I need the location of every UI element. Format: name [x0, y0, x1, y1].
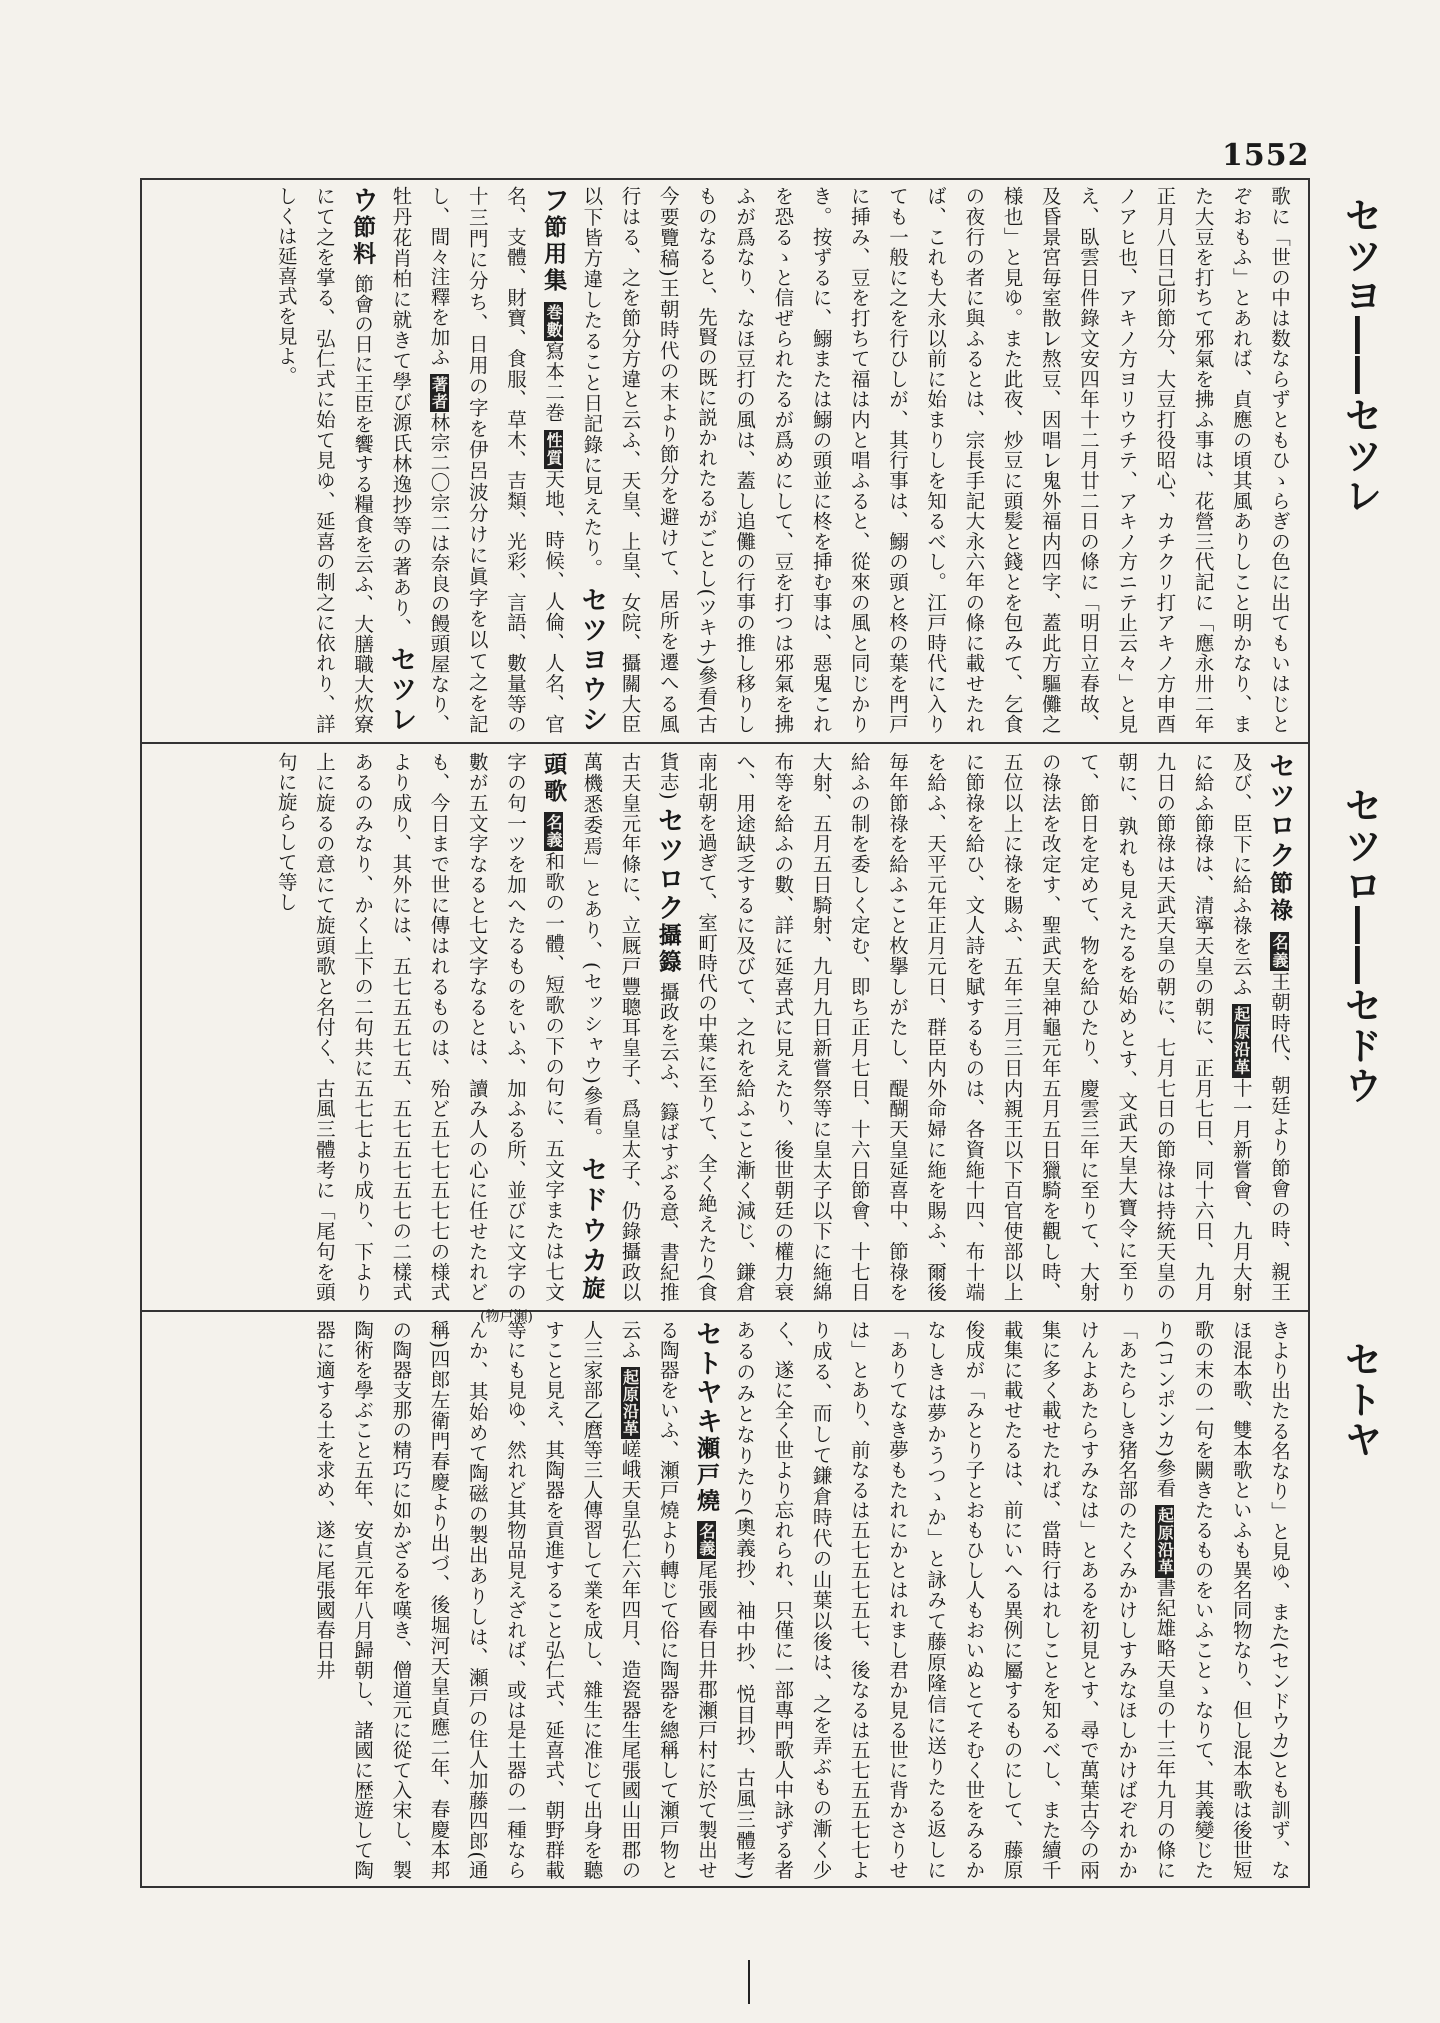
band-3-intro: きより出たる名なり」と見ゆ、また(センドウカ)とも訓ず、なほ混本歌、雙本歌といふも異名同物なり、但し混本歌は後世短歌の末の一句を闕きたるものをいふことゝなりて、其義變じたり(コンポンカ)參看 [1153, 1320, 1291, 1880]
label-badge: 巻數 [544, 303, 564, 339]
label-badge: 名義 [696, 1523, 716, 1558]
entry-text: 十一月新嘗會、九月大射に給ふ節祿は、清寧天皇の朝に、正月七日、同十六日、九月九日の節祿は天武天皇の朝に、七月七日の節祿は持統天皇の朝に、孰れも見えたるを始めとす、文武天皇大寶令に至りて、節日を定めて、物を給ひたり、慶雲三年に至りて、大射の祿法を改定す、聖武天皇神龜元年五月五日獵騎を觀し時、五位以上に祿を賜ふ、五年三月三日内親王以下百官使部以上に節祿を給ひ、文人詩を賦するものは、各資絁十四、布十端を給ふ、天平元年正月元日、群臣内外命婦に絁を賜ふ、爾後毎年節祿を給ふこと枚擧しがたし、醍醐天皇延喜中、節祿を給ふの制を委しく定む、即ち正月七日、十六日節會、十七日大射、五月五日騎射、九月九日新嘗祭等に皇太子以下に絁綿布等を給ふの數、詳に延喜式に見えたり、後世朝廷の權力衰へ、用途缺乏するに及びて、之れを給ふこと漸く減じ、鎌倉南北朝を過ぎて、室町時代の中葉に至りて、全く絶えたり(食貨志) [656, 752, 1253, 1302]
label-badge: 名義 [1270, 933, 1289, 970]
entry-text: 和歌の一體、短歌の下の句に、五文字または七文字の句一ツを加へたるものをいふ、加ふる所、並びに文字の數が五文字なると七文字なるとは、讀み人の心に任せたれども、今日まで世に傳はれるものは、殆ど五七七五七七の様式より成り、其外には、五七五五七五、五七五七五七の二樣式あるのみなり、かく上下の二句共に五七七より成り、下より上に旋るの意にて旋頭歌と名付く、古風三體考に「尾句を頭句に旋らして等し [274, 752, 566, 1302]
entry-text: 寫本二巻 [542, 340, 566, 423]
band-2 [150, 752, 1298, 1302]
label-badge: 起原沿革 [620, 1368, 640, 1438]
band-1-text [150, 186, 1298, 734]
label-badge: 起原沿革 [1231, 1006, 1251, 1076]
band-divider-1 [140, 742, 1308, 744]
label-badge: 性質 [544, 431, 564, 467]
entry-subject-setsuyoushuu: 節用集 [540, 215, 568, 295]
label-badge: 起原沿革 [1155, 1506, 1175, 1576]
entry-text: 尾張國春日井郡瀬戸村に於て製出せる陶器をいふ、瀬戸燒より轉じて俗に陶器を總稱して瀬戸物と云ふ [618, 1320, 718, 1880]
entry-text: 林宗二〇宗二は奈良の饅頭屋なり、牡丹花肖柏に就きて學び源氏林逸抄等の著あり、 [389, 186, 451, 734]
entry-heading-setsuroku: セツロク [1264, 752, 1295, 871]
band-3-text [150, 1320, 1298, 1880]
band-3 [150, 1320, 1298, 1880]
entry-subject-sesshou: 攝籙 [654, 922, 682, 975]
entry-text: 書紀雄略天皇の十三年九月の條に「あたらしき猪名部のたくみかけしすみなほしかけばぞれかかけんよあたらすみなは」とあるを初見とす、尋で萬葉古今の兩集に多く載せたれば、當時行はれしことを知るべし、また續千載集に載せたるは、前にいへる異例に屬するものにして、藤原俊成が「みとり子とおもひし人もおいぬとてそむく世をみるかなしきは夢かうつゝか」と詠みて藤原隆信に送りたる返しに「ありてなき夢もたれにかとはれまし君か見る世に背かさりせは」とあり、前なるは五七五七五七、後なるは五七五五七七より成る、而して鎌倉時代の山葉以後は、之を弄ぶもの漸く少く、遂に全く世より忘れられ、只僅に一部專門歌人中詠ずる者あるのみとなりたり(奧義抄、袖中抄、悦目抄、古風三體考) [733, 1320, 1177, 1880]
entry-heading-setoyaki: セトヤキ [690, 1320, 722, 1437]
entry-subject-setoyaki: 瀬戸燒 [692, 1436, 720, 1515]
footnote-tag: (物戸瀬) [480, 1309, 533, 1325]
entry-heading-sedouka: セドウカ [576, 1155, 608, 1276]
label-badge: 名義 [544, 814, 564, 850]
band-divider-2 [140, 1310, 1308, 1312]
entry-heading-sesshou: セツロク [652, 806, 684, 923]
label-badge: 著者 [429, 375, 449, 411]
band-2-text [150, 752, 1298, 1302]
entry-text: 節會の日に王臣を饗する糧食を云ふ、大膳職大炊寮にて之を掌る、弘仁式に始て見ゆ、延喜の制之に依れり、詳しくは延喜式を見よ。 [274, 186, 375, 734]
entry-text: 王朝時代、朝廷より節會の時、親王及び、臣下に給ふ祿を云ふ [1229, 752, 1291, 1302]
entry-subject-sedouka: 旋頭歌 [540, 752, 606, 1302]
entry-text: 嵯峨天皇弘仁六年四月、造瓷器生尾張國山田郡の人三家部乙麿等三人傳習して業を成し、雜生に准じて出身を聽すこと見え、其陶器を貢進すること弘仁式、延喜式、朝野群載等にも見ゆ、然れど其物品見えざれば、或は是土器の一種ならんか、其始めて陶磁の製出ありしは、瀬戸の住人加藤四郎(通稱)四郎左衛門春慶より出づ、後堀河天皇貞應二年、春慶本邦の陶器支那の精巧に如かざるを嘆き、僧道元に從て入宋し、製陶術を學ぶこと五年、安貞元年八月歸朝し、諸國に歴遊して陶器に適する土を求め、遂に尾張國春日井 [312, 1320, 642, 1880]
entry-text: 天地、時候、人倫、人名、官名、支體、財寶、食服、草木、吉類、光彩、言語、數量等の十三門に分ち、日用の字を伊呂波分けに眞字を以て之を記し、間々注釋を加ふ [427, 186, 566, 734]
entry-text: 攝政を云ふ、籙ばすぶる意、書紀推古天皇元年條に、立厩戸豐聰耳皇子、爲皇太子、仍錄攝政以萬機悉委焉」とあり、(セッシャウ)參看。 [580, 752, 680, 1302]
crop-mark [748, 1960, 750, 2004]
entry-subject-setsuroku: 節祿 [1266, 870, 1293, 925]
entry-heading-setsuyoushuu: セツヨウシフ [538, 186, 608, 734]
running-header-bottom: セトヤ [1338, 1340, 1382, 1460]
entry-subject-setsuryou: 節料 [349, 215, 377, 268]
band-1-intro: 歌に「世の中は数ならずともひゝらぎの色に出てもいはじとぞおもふ」とあれば、貞應の頃其風ありしこと明かなり、また大豆を打ちて邪氣を拂ふ事は、花營三代記に「應永卅二年正月八日己卯節分、大豆打役昭心、カチクリ打アキノ方申酉ノアヒ也、アキノ方ヨリウチテ、アキノ方ニテ止云々」と見え、臥雲日件錄文安四年十二月廿二日の條に「明日立春故、及昏景宮毎室散㆑熬豆、因唱㆑鬼外福内四字、蓋此方驅儺之様也」と見ゆ。また此夜、炒豆に頭髪と錢とを包みて、乞食の夜行の者に與ふるとは、宗長手記大永六年の條に載せたれば、これも大永以前に始まりしを知るべし。江戸時代に入りても一般に之を行ひしが、其行事は、鰯の頭と柊の葉を門戸に挿み、豆を打ちて福は内と唱ふると、從來の風と同じかりき。按ずるに、鰯または鰯の頭並に柊を挿む事は、惡鬼これを恐るゝと信ぜられたるが爲めにして、豆を打つは邪氣を拂ふが爲なり、なほ豆打の風は、蓋し追儺の行事の推し移りしものなると、先賢の既に説かれたるがごとし(ツキナ)參看(古今要覽稿)王朝時代の末より節分を避けて、居所を遷へる風行はる、之を節分方違と云ふ、天皇、上皇、女院、攝關大臣以下皆方違したること日記錄に見えたり。 [580, 186, 1291, 734]
running-header-middle: セツロ――セドウ [1338, 786, 1382, 1106]
entry-heading-setsuryou: セツレウ [347, 186, 417, 734]
band-1 [150, 186, 1298, 734]
page-number: 1552 [1222, 138, 1310, 173]
running-header-top: セツヨ――セツレ [1338, 196, 1382, 516]
header-divider [1308, 178, 1310, 1888]
